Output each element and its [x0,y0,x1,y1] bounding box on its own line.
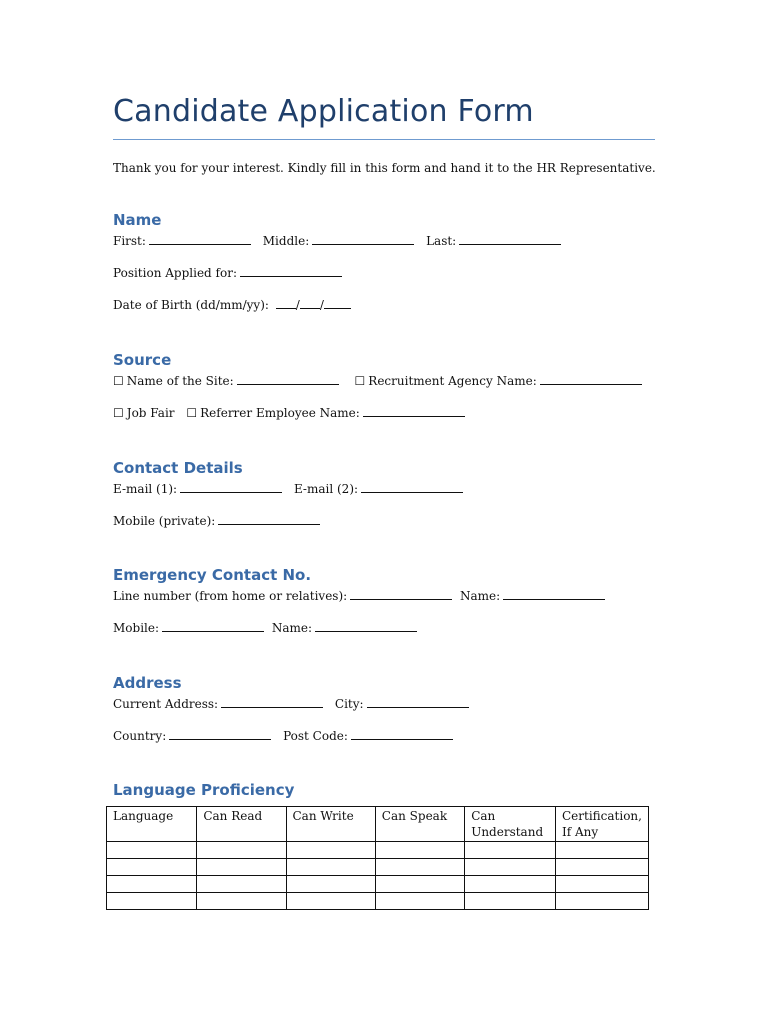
table-header-cell: Certification, If Any [555,807,648,842]
last-name-field[interactable]: Last: [426,233,561,250]
title-divider [113,139,655,140]
table-row [107,842,649,859]
country-field[interactable]: Country: [113,728,271,745]
current-address-blank[interactable] [221,696,323,708]
table-row [107,859,649,876]
line-number-blank[interactable] [350,588,452,600]
middle-name-field[interactable]: Middle: [263,233,414,250]
page-title: Candidate Application Form [113,94,534,129]
table-cell[interactable] [465,842,556,859]
line-number-field[interactable]: Line number (from home or relatives): [113,588,452,605]
source-section [113,351,655,422]
post-code-blank[interactable] [351,728,453,740]
first-name-blank[interactable] [149,233,251,245]
checkbox-icon[interactable]: ☐ [186,406,198,420]
city-blank[interactable] [367,696,469,708]
table-cell[interactable] [107,893,197,910]
section-heading-address: Address [113,674,182,692]
contact-section [113,459,655,530]
table-cell[interactable] [555,859,648,876]
email2-blank[interactable] [361,481,463,493]
post-code-field[interactable]: Post Code: [283,728,453,745]
language-table [106,806,649,910]
address-line-1 [113,696,655,713]
table-cell[interactable] [107,876,197,893]
table-cell[interactable] [286,876,375,893]
email1-field[interactable]: E-mail (1): [113,481,282,498]
table-cell[interactable] [555,893,648,910]
referrer-blank[interactable] [363,405,465,417]
section-heading-name: Name [113,211,162,229]
table-cell[interactable] [375,859,464,876]
section-heading-source: Source [113,351,172,369]
table-cell[interactable] [197,876,286,893]
section-heading-language: Language Proficiency [113,781,295,799]
emergency-name2-blank[interactable] [315,620,417,632]
position-blank[interactable] [240,265,342,277]
section-heading-emergency: Emergency Contact No. [113,566,312,584]
email-line [113,481,655,498]
table-cell[interactable] [197,842,286,859]
checkbox-icon[interactable]: ☐ [113,406,124,420]
source-line-1 [113,373,655,390]
table-cell[interactable] [197,859,286,876]
table-cell[interactable] [286,842,375,859]
table-cell[interactable] [375,842,464,859]
dob-day-blank[interactable] [276,297,296,309]
emergency-line-1 [113,588,655,605]
job-fair-option[interactable]: ☐ Job Fair [113,406,175,420]
checkbox-icon[interactable]: ☐ [354,374,366,388]
mobile-line [113,513,655,530]
table-cell[interactable] [197,893,286,910]
language-section [113,781,655,803]
name-section [113,211,655,314]
emergency-mobile-field[interactable]: Mobile: [113,620,264,637]
emergency-name2-field[interactable]: Name: [272,620,417,637]
dob-line [113,297,655,314]
emergency-section [113,566,655,637]
intro-text: Thank you for your interest. Kindly fill in this form and hand it to the HR Representative. [113,161,656,175]
first-name-field[interactable]: First: [113,233,251,250]
emergency-name-field[interactable]: Name: [460,588,605,605]
table-header-cell: Can Speak [375,807,464,842]
table-cell[interactable] [286,893,375,910]
middle-name-blank[interactable] [312,233,414,245]
position-field[interactable]: Position Applied for: [113,265,342,282]
dob-month-blank[interactable] [300,297,320,309]
referrer-option[interactable]: ☐ Referrer Employee Name: [186,405,464,422]
section-heading-contact: Contact Details [113,459,243,477]
table-header-cell: Language [107,807,197,842]
dob-field[interactable]: Date of Birth (dd/mm/yy): / / [113,297,351,314]
table-header-cell: Can Write [286,807,375,842]
email2-field[interactable]: E-mail (2): [294,481,463,498]
table-header-cell: Can Read [197,807,286,842]
site-blank[interactable] [237,373,339,385]
table-header-cell: Can Understand [465,807,556,842]
email1-blank[interactable] [180,481,282,493]
table-cell[interactable] [555,842,648,859]
emergency-name-blank[interactable] [503,588,605,600]
address-line-2 [113,728,655,745]
emergency-mobile-blank[interactable] [162,620,264,632]
last-name-blank[interactable] [459,233,561,245]
table-cell[interactable] [465,893,556,910]
emergency-line-2 [113,620,655,637]
mobile-field[interactable]: Mobile (private): [113,513,320,530]
table-header-row [107,807,649,842]
current-address-field[interactable]: Current Address: [113,696,323,713]
address-section [113,674,655,745]
city-field[interactable]: City: [335,696,469,713]
agency-option[interactable]: ☐ Recruitment Agency Name: [355,373,642,390]
checkbox-icon[interactable]: ☐ [113,374,124,388]
table-row [107,893,649,910]
table-cell[interactable] [465,859,556,876]
table-cell[interactable] [465,876,556,893]
source-line-2 [113,405,655,422]
table-cell[interactable] [107,842,197,859]
site-option[interactable]: ☐ Name of the Site: [113,373,339,390]
mobile-blank[interactable] [218,513,320,525]
table-cell[interactable] [286,859,375,876]
agency-blank[interactable] [540,373,642,385]
table-cell[interactable] [107,859,197,876]
position-line [113,265,655,282]
country-blank[interactable] [169,728,271,740]
table-row [107,876,649,893]
dob-year-blank[interactable] [324,297,351,309]
table-cell[interactable] [555,876,648,893]
name-line [113,233,655,250]
table-cell[interactable] [375,893,464,910]
table-cell[interactable] [375,876,464,893]
